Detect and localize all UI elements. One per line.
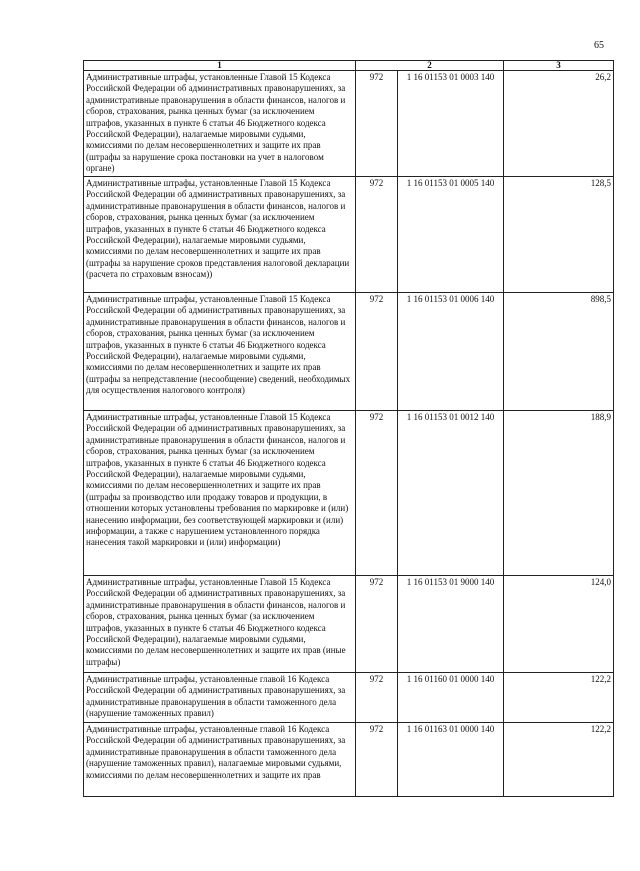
- row-admin-code: 972: [356, 293, 398, 411]
- row-description: Административные штрафы, установленные Главой 15 Кодекса Российской Федерации об административных правонарушениях, за административные правонарушения в области финансов, налогов и сборов, страхования, рынка ценных бумаг (за исключением штрафов, указанных в пункте 6 статьи 46 Бюджетного кодекса Российской Федерации), налагаемые мировыми судьями, комиссиями по делам несовершеннолетних и защите их прав (штрафы за производство или продажу товаров и продукции, в отношении которых установлены требования по маркировке и (или) нанесению информации, без соответствующей маркировки и (или) информации, а также с нарушением установленного порядка нанесения такой маркировки и (или) информации): [84, 411, 356, 576]
- row-budget-code: 1 16 01153 01 0005 140: [398, 177, 504, 293]
- row-description: Административные штрафы, установленные главой 16 Кодекса Российской Федерации об административных правонарушениях, за административные правонарушения в области таможенного дела (нарушение таможенных правил): [84, 673, 356, 723]
- row-amount: 122,2: [504, 673, 614, 723]
- row-admin-code: 972: [356, 177, 398, 293]
- row-amount: 26,2: [504, 71, 614, 177]
- table-row: [84, 576, 614, 673]
- row-description: Административные штрафы, установленные главой 16 Кодекса Российской Федерации об административных правонарушениях, за административные правонарушения в области таможенного дела (нарушение таможенных правил), налагаемые мировыми судьями, комиссиями по делам несовершеннолетних и защите их прав: [84, 723, 356, 797]
- row-description: Административные штрафы, установленные Главой 15 Кодекса Российской Федерации об административных правонарушениях, за административные правонарушения в области финансов, налогов и сборов, страхования, рынка ценных бумаг (за исключением штрафов, указанных в пункте 6 статьи 46 Бюджетного кодекса Российской Федерации), налагаемые мировыми судьями, комиссиями по делам несовершеннолетних и защите их прав (штрафы за непредставление (несообщение) сведений, необходимых для осуществления налогового контроля): [84, 293, 356, 411]
- table-header-row: [84, 61, 614, 71]
- row-amount: 122,2: [504, 723, 614, 797]
- header-col-3: 3: [504, 61, 614, 71]
- page-number: 65: [594, 40, 604, 51]
- header-col-2: 2: [356, 61, 504, 71]
- row-budget-code: 1 16 01160 01 0000 140: [398, 673, 504, 723]
- row-admin-code: 972: [356, 71, 398, 177]
- table-row: [84, 177, 614, 293]
- row-amount: 128,5: [504, 177, 614, 293]
- row-amount: 188,9: [504, 411, 614, 576]
- row-admin-code: 972: [356, 411, 398, 576]
- row-amount: 124,0: [504, 576, 614, 673]
- budget-table: [83, 60, 614, 797]
- row-budget-code: 1 16 01153 01 0012 140: [398, 411, 504, 576]
- row-admin-code: 972: [356, 576, 398, 673]
- table-row: [84, 673, 614, 723]
- table-row: [84, 293, 614, 411]
- table-row: [84, 411, 614, 576]
- table-row: [84, 71, 614, 177]
- row-admin-code: 972: [356, 673, 398, 723]
- row-description: Административные штрафы, установленные Главой 15 Кодекса Российской Федерации об административных правонарушениях, за административные правонарушения в области финансов, налогов и сборов, страхования, рынка ценных бумаг (за исключением штрафов, указанных в пункте 6 статьи 46 Бюджетного кодекса Российской Федерации), налагаемые мировыми судьями, комиссиями по делам несовершеннолетних и защите их прав (иные штрафы): [84, 576, 356, 673]
- row-budget-code: 1 16 01153 01 9000 140: [398, 576, 504, 673]
- row-budget-code: 1 16 01163 01 0000 140: [398, 723, 504, 797]
- row-budget-code: 1 16 01153 01 0006 140: [398, 293, 504, 411]
- header-col-1: 1: [84, 61, 356, 71]
- row-admin-code: 972: [356, 723, 398, 797]
- row-description: Административные штрафы, установленные Главой 15 Кодекса Российской Федерации об административных правонарушениях, за административные правонарушения в области финансов, налогов и сборов, страхования, рынка ценных бумаг (за исключением штрафов, указанных в пункте 6 статьи 46 Бюджетного кодекса Российской Федерации), налагаемые мировыми судьями, комиссиями по делам несовершеннолетних и защите их прав (штрафы за нарушение срока постановки на учет в налоговом органе): [84, 71, 356, 177]
- row-budget-code: 1 16 01153 01 0003 140: [398, 71, 504, 177]
- row-description: Административные штрафы, установленные Главой 15 Кодекса Российской Федерации об административных правонарушениях, за административные правонарушения в области финансов, налогов и сборов, страхования, рынка ценных бумаг (за исключением штрафов, указанных в пункте 6 статьи 46 Бюджетного кодекса Российской Федерации), налагаемые мировыми судьями, комиссиями по делам несовершеннолетних и защите их прав (штрафы за нарушение сроков представления налоговой декларации (расчета по страховым взносам)): [84, 177, 356, 293]
- table-row: [84, 723, 614, 797]
- row-amount: 898,5: [504, 293, 614, 411]
